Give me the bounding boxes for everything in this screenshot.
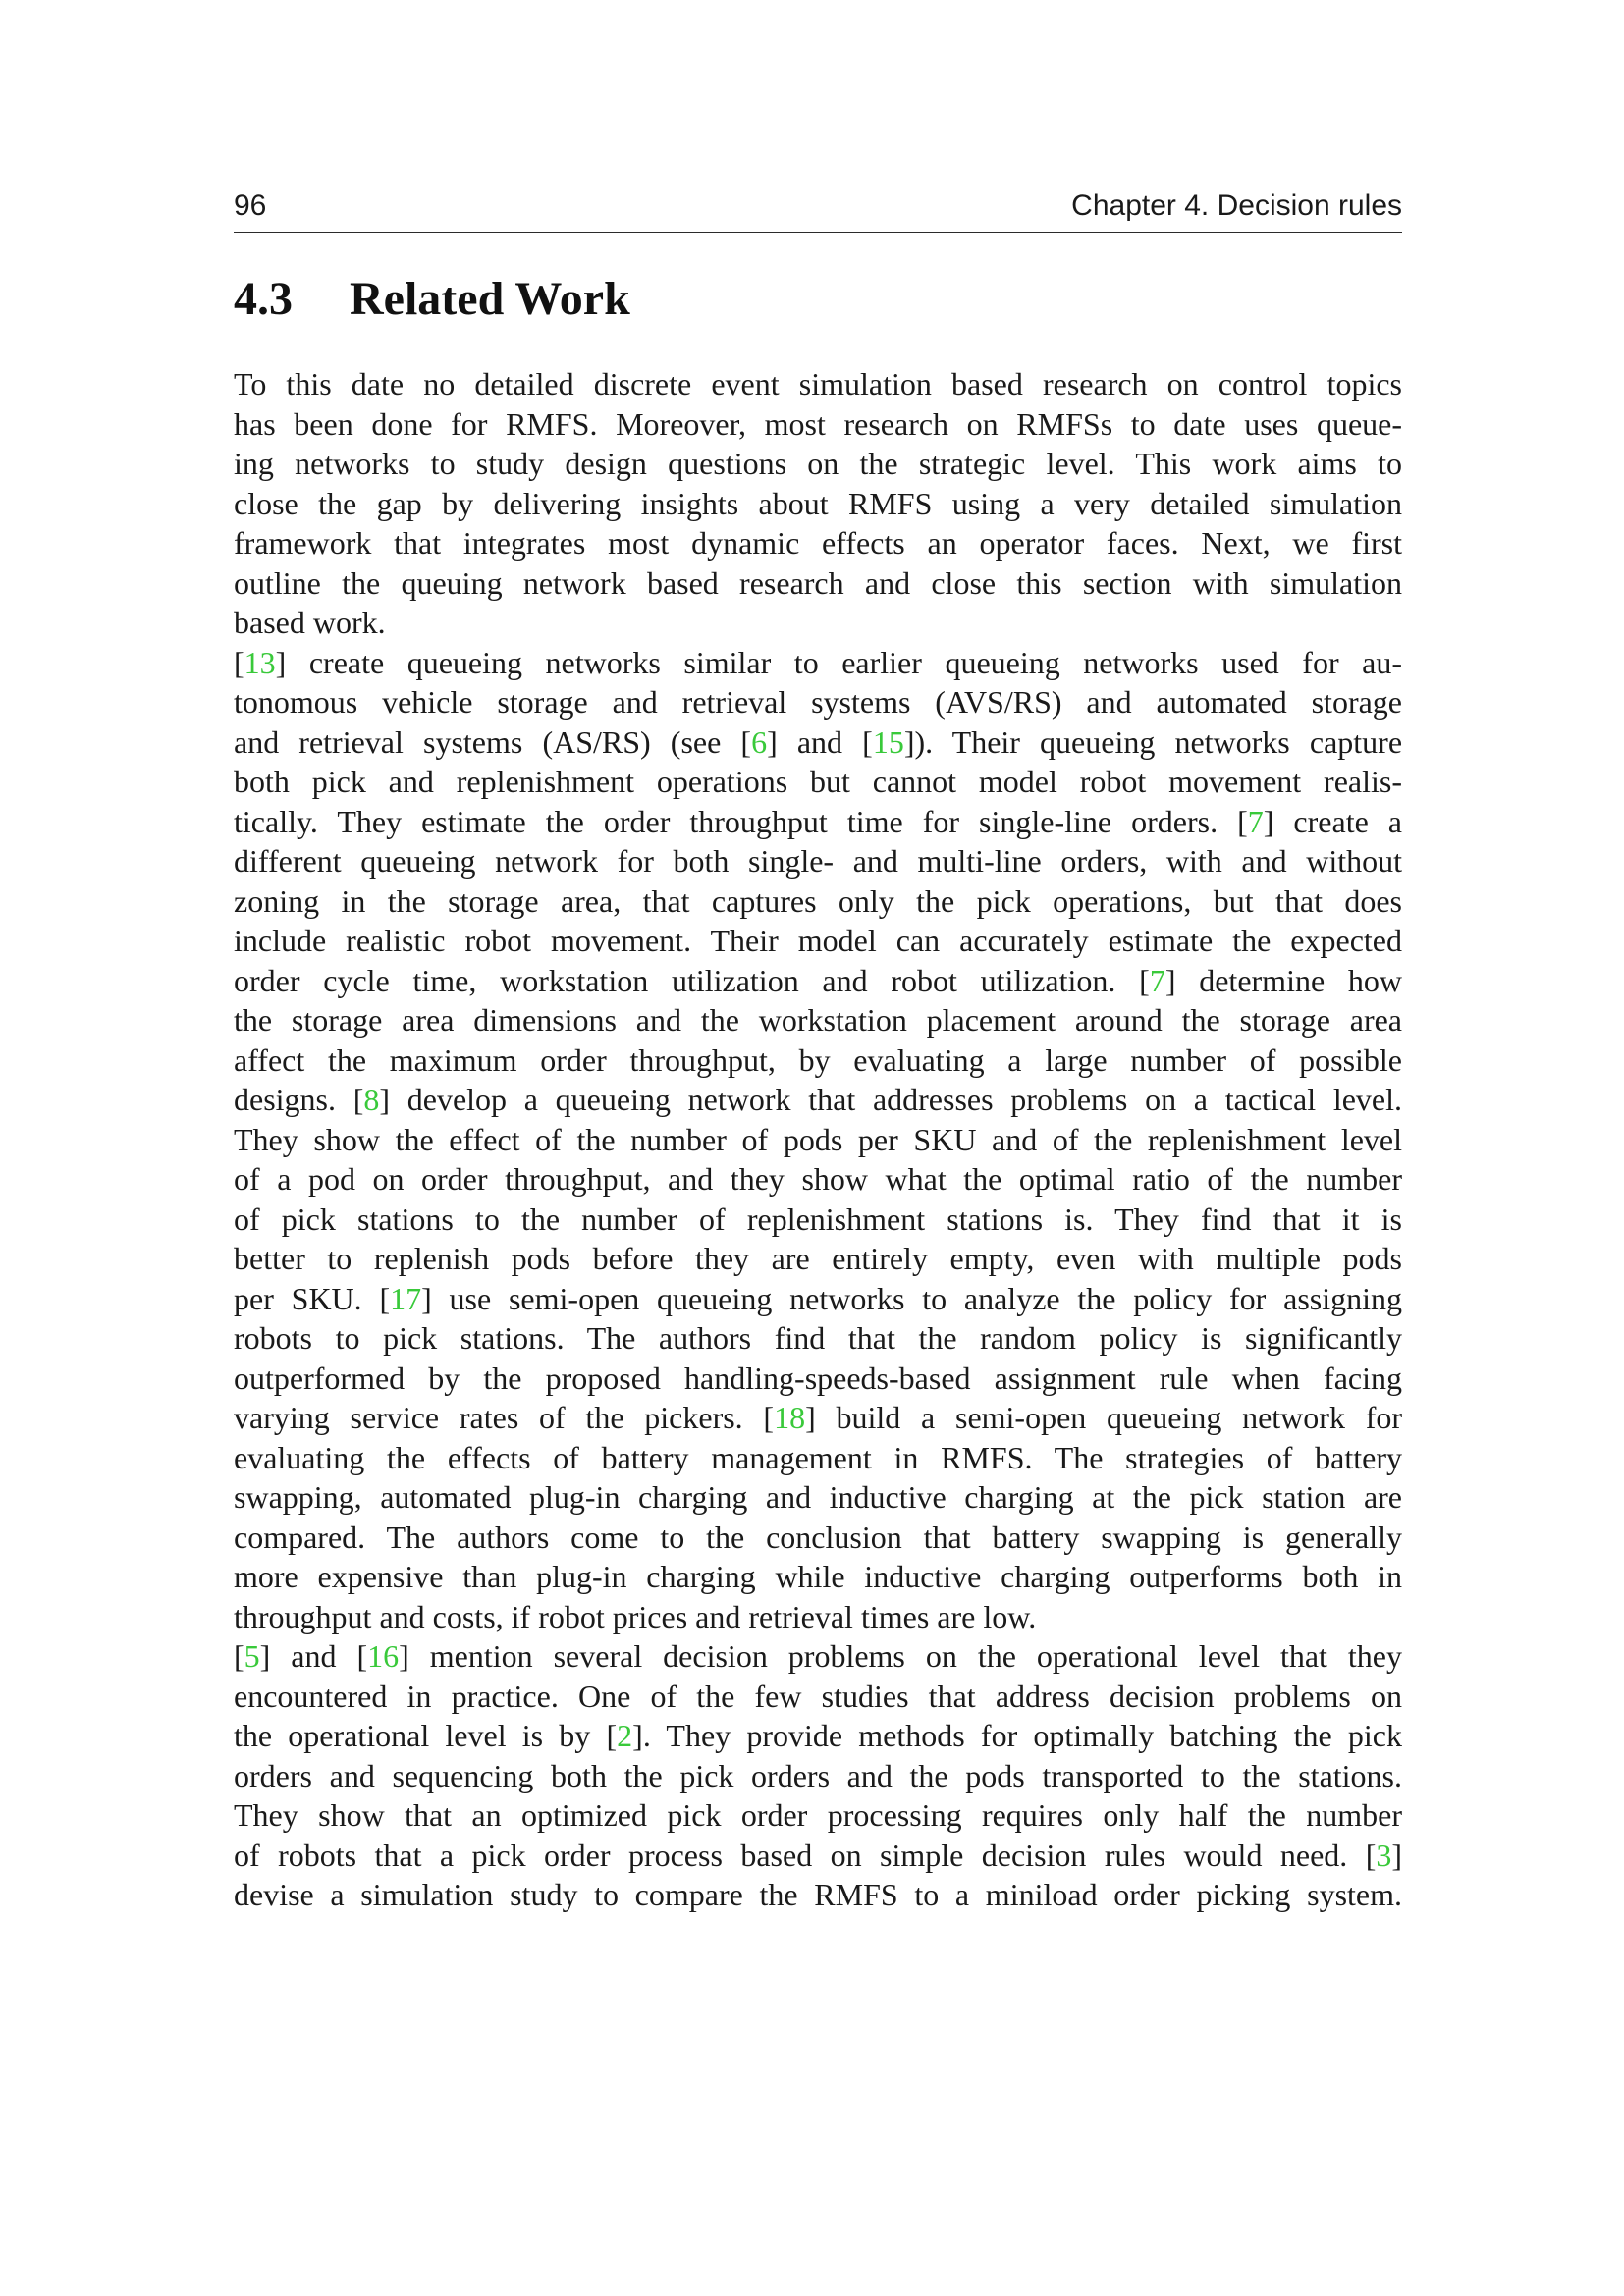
text-line [234,523,1402,563]
text-line [234,881,1402,922]
text-run: ] create a [1263,803,1402,839]
text-line [234,1000,1402,1041]
text-line [234,1636,1402,1677]
text-run: order cycle time, workstation utilization and robot utilization. [ [234,962,1150,998]
text-run: zoning in the storage area, that captures only the pick operations, but that does [234,882,1402,919]
text-run: close the gap by delivering insights about RMFS using a very detailed simulation [234,485,1402,521]
text-line [234,484,1402,524]
page-number: 96 [234,189,267,222]
text-run: of pick stations to the number of replenishment stations is. They find that it is [234,1201,1402,1237]
text-line [234,1795,1402,1836]
citation-link[interactable]: 8 [363,1082,380,1117]
section-title: Related Work [350,273,630,325]
text-run: and retrieval systems (AS/RS) (see [ [234,723,752,760]
text-line [234,404,1402,445]
text-run: ] determine how [1164,962,1402,998]
text-line [234,841,1402,881]
text-line [234,1279,1402,1319]
text-line [234,643,1402,683]
text-run: ] develop a queueing network that addresses problems on a tactical level. [379,1082,1402,1117]
text-run: outperformed by the proposed handling-speeds-based assignment rule when facing [234,1360,1402,1396]
text-run: outline the queuing network based research and close this section with simulation [234,564,1402,601]
text-run: ] build a semi-open queueing network for [805,1400,1402,1435]
citation-link[interactable]: 2 [617,1718,633,1753]
text-run: ] create queueing networks similar to earlier queueing networks used for au- [275,644,1402,680]
text-run: swapping, automated plug-in charging and inductive charging at the pick station are [234,1479,1402,1515]
text-line [234,1477,1402,1518]
text-run: ] use semi-open queueing networks to analyze the policy for assigning [421,1280,1402,1316]
text-run: per SKU. [ [234,1280,391,1316]
text-line [234,1041,1402,1081]
text-run: robots to pick stations. The authors find that the random policy is significantly [234,1320,1402,1356]
text-run: affect the maximum order throughput, by evaluating a large number of possible [234,1041,1402,1078]
text-line [234,1438,1402,1478]
citation-link[interactable]: 15 [872,723,904,760]
text-run: framework that integrates most dynamic effects an operator faces. Next, we first [234,525,1402,561]
text-run: include realistic robot movement. Their model can accurately estimate the expected [234,923,1402,958]
text-run: evaluating the effects of battery management in RMFS. The strategies of battery [234,1439,1402,1475]
text-line [234,1200,1402,1240]
citation-link[interactable]: 6 [751,723,768,760]
citation-link[interactable]: 5 [244,1638,260,1674]
section-number: 4.3 [234,273,293,325]
text-line [234,1239,1402,1279]
text-run: They show the effect of the number of pods per SKU and of the replenishment level [234,1121,1402,1157]
text-line [234,364,1402,404]
citation-link[interactable]: 13 [244,644,276,680]
text-run: throughput and costs, if robot prices and retrieval times are low. [234,1598,1037,1634]
text-line [234,921,1402,961]
citation-link[interactable]: 16 [367,1638,400,1674]
text-line [234,762,1402,802]
text-run: better to replenish pods before they are entirely empty, even with multiple pods [234,1241,1402,1276]
text-run: more expensive than plug-in charging while inductive charging outperforms both in [234,1559,1402,1594]
text-line [234,1597,1402,1637]
text-line [234,1875,1402,1915]
text-line [234,682,1402,722]
text-run: devise a simulation study to compare the RMFS to a miniload order picking system. [234,1877,1402,1912]
text-run: ing networks to study design questions on the strategic level. This work aims to [234,446,1402,481]
text-line [234,603,1402,643]
text-run: tonomous vehicle storage and retrieval systems (AVS/RS) and automated storage [234,684,1402,720]
text-run: different queueing network for both single- and multi-line orders, with and without [234,843,1402,879]
text-run: of robots that a pick order process based on simple decision rules would need. [ [234,1837,1377,1873]
text-run: ] and [ [259,1638,368,1674]
text-line [234,1080,1402,1120]
text-line [234,1557,1402,1597]
text-line [234,1677,1402,1717]
text-run: varying service rates of the pickers. [ [234,1400,775,1435]
body-text [234,364,1402,1915]
text-run: based work. [234,605,386,640]
citation-link[interactable]: 17 [390,1280,422,1316]
text-run: compared. The authors come to the conclusion that battery swapping is generally [234,1519,1402,1555]
text-line [234,1159,1402,1200]
text-run: has been done for RMFS. Moreover, most research on RMFSs to date uses queue- [234,405,1402,442]
text-line [234,563,1402,604]
text-run: encountered in practice. One of the few studies that address decision problems on [234,1678,1402,1714]
text-run: orders and sequencing both the pick orders and the pods transported to the stations. [234,1757,1402,1793]
citation-link[interactable]: 3 [1376,1837,1392,1873]
text-run: ] mention several decision problems on the operational level that they [399,1638,1402,1674]
text-line [234,1716,1402,1756]
text-line [234,1518,1402,1558]
citation-link[interactable]: 7 [1149,962,1165,998]
text-line [234,1120,1402,1160]
citation-link[interactable]: 18 [774,1400,806,1435]
text-line [234,444,1402,484]
section-heading [234,270,630,329]
text-line [234,1318,1402,1359]
text-run: designs. [ [234,1082,364,1117]
text-run: tically. They estimate the order throughput time for single-line orders. [ [234,803,1248,839]
text-run: of a pod on order throughput, and they show what the optimal ratio of the number [234,1161,1402,1197]
text-line [234,1836,1402,1876]
text-run: both pick and replenishment operations but cannot model robot movement realis- [234,764,1402,799]
text-line [234,722,1402,763]
text-run: ] [1391,1837,1402,1873]
text-run: ]. They provide methods for optimally batching the pick [632,1718,1402,1753]
text-run: the operational level is by [ [234,1718,618,1753]
text-run: [ [234,644,244,680]
text-run: They show that an optimized pick order processing requires only half the number [234,1797,1402,1833]
citation-link[interactable]: 7 [1247,803,1264,839]
page-header [234,187,1402,233]
text-line [234,802,1402,842]
text-line [234,1398,1402,1438]
text-line [234,961,1402,1001]
text-run: To this date no detailed discrete event simulation based research on control topics [234,366,1402,401]
running-head: Chapter 4. Decision rules [1071,189,1402,222]
text-line [234,1359,1402,1399]
text-run: [ [234,1638,244,1674]
text-run: the storage area dimensions and the workstation placement around the storage area [234,1002,1402,1038]
text-run: ]). Their queueing networks capture [903,723,1402,760]
text-line [234,1756,1402,1796]
text-run: ] and [ [767,723,873,760]
